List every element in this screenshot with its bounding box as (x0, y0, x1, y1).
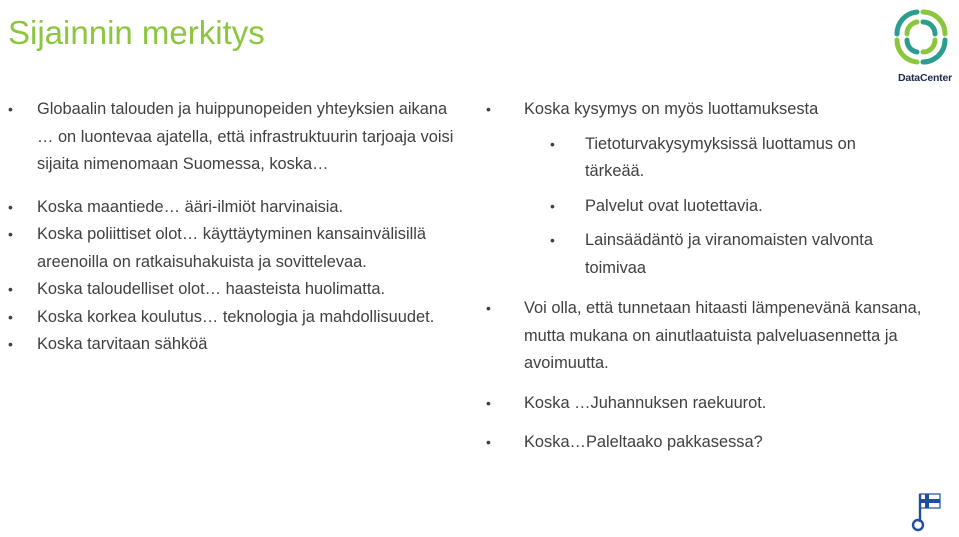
list-item (486, 96, 954, 124)
sub-list-item-text: Palvelut ovat luotettavia. (585, 196, 763, 215)
right-bullet-list (486, 96, 954, 457)
list-item (8, 194, 463, 222)
bullet-icon: • (8, 281, 13, 297)
list-item-text: Koska korkea koulutus… teknologia ja mahdollisuudet. (37, 307, 435, 326)
bullet-icon: • (550, 197, 555, 214)
sub-list-item-text: Tietoturvakysymyksissä luottamus on tärkeää. (585, 134, 856, 180)
bullet-icon: • (550, 135, 555, 152)
list-item-text: Koska…Paleltaako pakkasessa? (524, 433, 763, 451)
list-item (486, 295, 954, 378)
list-item-text: Globaalin talouden ja huippunopeiden yhteyksien aikana … on luontevaa ajatella, että infrastruktuurin tarjoaja voisi sijaita nimenomaan Suomessa, koska… (37, 100, 454, 173)
list-item (8, 276, 463, 304)
bullet-icon: • (8, 336, 13, 352)
list-item-text: Koska poliittiset olot… käyttäytyminen kansainvälisillä areenoilla on ratkaisuhakuista ja sovittelevaa. (37, 225, 426, 271)
flag-key-icon (908, 492, 942, 532)
list-item (8, 304, 463, 332)
finnish-flag-key-icon (908, 492, 942, 532)
right-column (486, 96, 954, 457)
list-item-text: Koska …Juhannuksen raekuurot. (524, 393, 767, 412)
list-item (8, 221, 463, 276)
bullet-icon: • (486, 394, 491, 411)
list-item (486, 429, 954, 457)
list-item (8, 331, 463, 359)
list-item-text: Koska maantiede… ääri-ilmiöt harvinaisia. (37, 197, 344, 216)
list-item-text: Voi olla, että tunnetaan hitaasti lämpenevänä kansana, mutta mukana on ainutlaatuista palveluasennetta ja avoimuutta. (524, 299, 922, 372)
list-item-text: Koska taloudelliset olot… haasteista huolimatta. (37, 280, 386, 298)
list-item-text: Koska kysymys on myös luottamuksesta (524, 100, 819, 118)
logo-text: DataCenter (897, 72, 953, 84)
bullet-icon: • (8, 308, 13, 325)
sub-list-item-text: Lainsäädäntö ja viranomaisten valvonta toimivaa (585, 231, 873, 277)
slide-title: Sijainnin merkitys (8, 14, 265, 51)
sub-list-item (486, 227, 905, 282)
bullet-icon: • (550, 232, 555, 248)
datacenter-logo-icon (893, 4, 957, 70)
bullet-icon: • (486, 101, 491, 117)
left-column (8, 96, 463, 359)
left-bullet-list (8, 96, 463, 359)
datacenter-logo (893, 4, 957, 88)
list-item (8, 96, 463, 179)
bullet-icon: • (8, 101, 13, 117)
bullet-icon: • (486, 434, 491, 450)
sub-list-item (486, 193, 905, 221)
bullet-icon: • (486, 300, 491, 316)
bullet-icon: • (8, 198, 13, 215)
list-item-text: Koska tarvitaan sähköä (37, 335, 208, 353)
bullet-icon: • (8, 226, 13, 242)
sub-list-item (486, 131, 905, 186)
list-item (486, 390, 954, 418)
